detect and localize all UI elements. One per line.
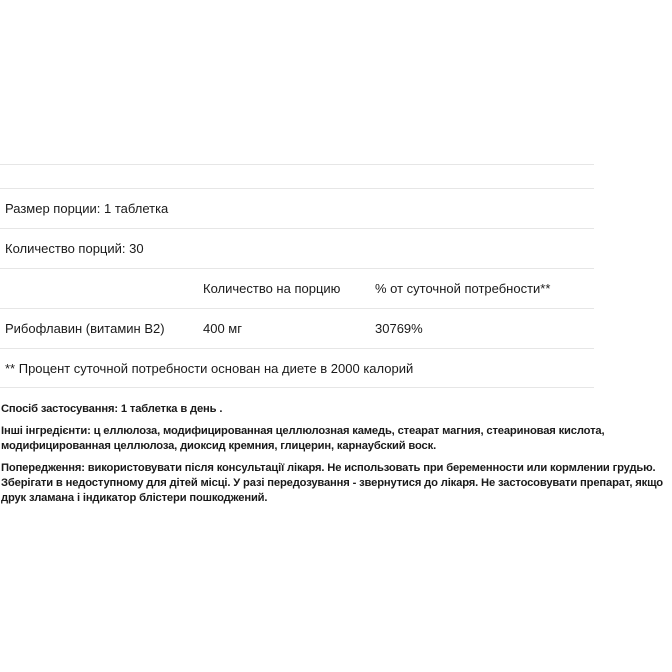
header-amount: Количество на порцию xyxy=(203,281,341,296)
nutrient-amount: 400 мг xyxy=(203,321,242,336)
table-header-row xyxy=(0,268,594,308)
header-daily-value: % от суточной потребности** xyxy=(375,281,551,296)
usage-paragraph xyxy=(1,402,672,417)
ingredients-line-2: модифицированная целлюлоза, диоксид кремния, глицерин, карнаубский воск. xyxy=(1,440,437,452)
nutrient-row xyxy=(0,308,594,348)
usage-text: Спосіб застосування: 1 таблетка в день . xyxy=(1,403,223,415)
product-notes xyxy=(1,402,672,513)
ingredients-paragraph xyxy=(1,424,672,454)
warning-paragraph xyxy=(1,461,672,506)
table-top-spacer xyxy=(0,164,594,188)
supplement-facts-table xyxy=(0,164,594,388)
warning-line-1: Попередження: використовувати після консультації лікаря. Не использовать при беременности или кормлении грудью. xyxy=(1,462,656,474)
nutrient-name: Рибофлавин (витамин B2) xyxy=(5,321,165,336)
serving-size-text: Размер порции: 1 таблетка xyxy=(5,201,169,216)
servings-count-row xyxy=(0,228,594,268)
footnote-row xyxy=(0,348,594,388)
warning-line-2: Зберігати в недоступному для дітей місці. У разі передозування - звернутися до лікаря. Не застосовувати препарат, якщо xyxy=(1,477,663,489)
warning-line-3: друк зламана і індикатор блістери пошкоджений. xyxy=(1,492,268,504)
footnote-text: ** Процент суточной потребности основан на диете в 2000 калорий xyxy=(5,360,414,376)
nutrient-daily-value: 30769% xyxy=(375,321,423,336)
servings-count-text: Количество порций: 30 xyxy=(5,241,144,256)
ingredients-line-1: Інші інгредієнти: ц еллюлоза, модифицированная целлюлозная камедь, стеарат магния, стеариновая кислота, xyxy=(1,425,605,437)
serving-size-row xyxy=(0,188,594,228)
